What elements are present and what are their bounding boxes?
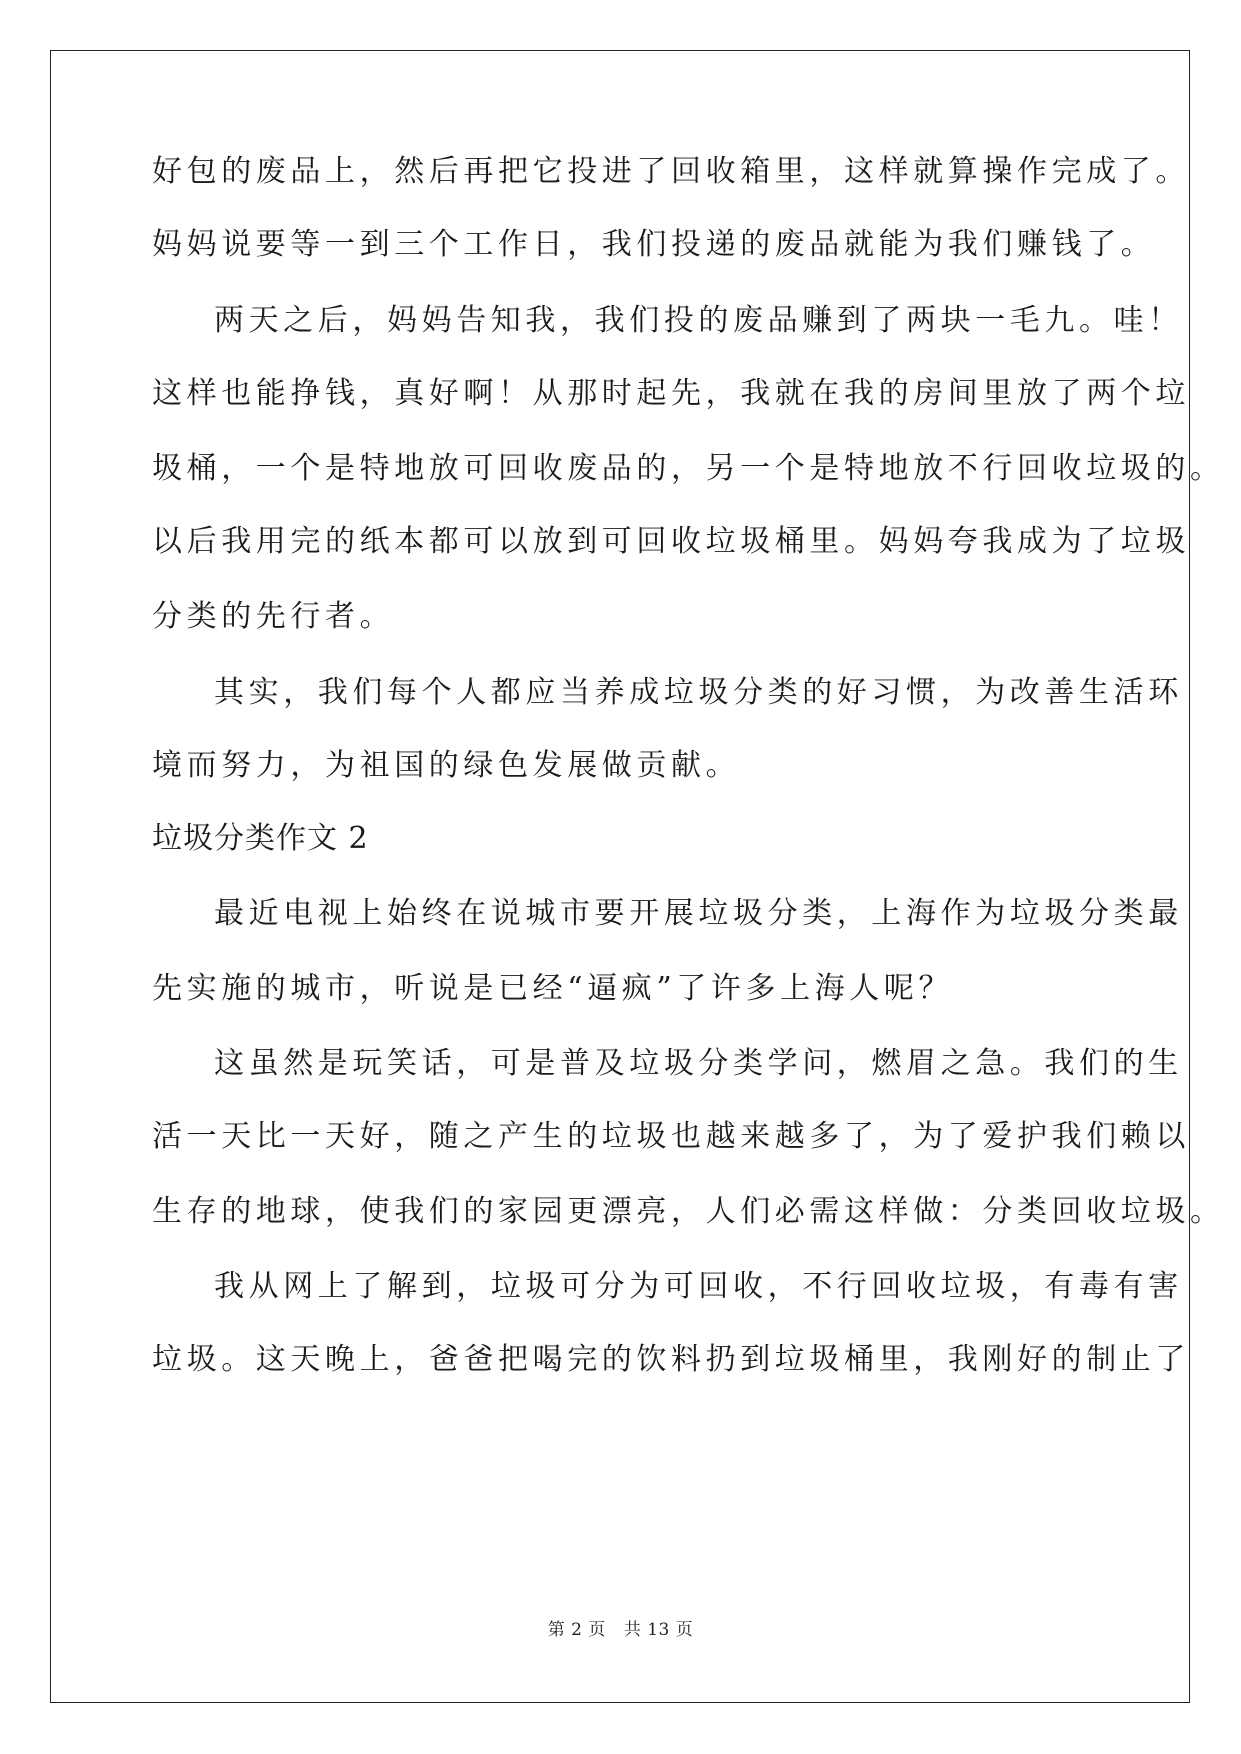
paragraph-start-line: 最近电视上始终在说城市要开展垃圾分类，上海作为垃圾分类最 [214,896,1183,931]
paragraph-start-line: 这虽然是玩笑话，可是普及垃圾分类学问，燃眉之急。我们的生 [214,1046,1183,1081]
paragraph-start-line: 我从网上了解到，垃圾可分为可回收，不行回收垃圾，有毒有害 [214,1269,1183,1304]
text-line: 分类的先行者。 [152,599,395,634]
page-footer [0,1615,1241,1640]
text-line: 垃圾。这天晚上，爸爸把喝完的饮料扔到垃圾桶里，我刚好的制止了 [152,1342,1190,1377]
section-heading: 垃圾分类作文 2 [152,821,369,856]
text-line: 好包的废品上，然后再把它投进了回收箱里，这样就算操作完成了。 [152,154,1190,189]
paragraph-start-line: 其实，我们每个人都应当养成垃圾分类的好习惯，为改善生活环 [214,675,1183,710]
text-line: 妈妈说要等一到三个工作日，我们投递的废品就能为我们赚钱了。 [152,227,1156,262]
text-line: 这样也能挣钱，真好啊！从那时起先，我就在我的房间里放了两个垃 [152,376,1190,411]
page-border [50,50,1190,1703]
text-line: 以后我用完的纸本都可以放到可回收垃圾桶里。妈妈夸我成为了垃圾 [152,524,1190,559]
paragraph-start-line: 两天之后，妈妈告知我，我们投的废品赚到了两块一毛九。哇！ [214,303,1183,338]
text-line: 生存的地球，使我们的家园更漂亮，人们必需这样做：分类回收垃圾。 [152,1194,1225,1229]
text-line: 活一天比一天好，随之产生的垃圾也越来越多了，为了爱护我们赖以 [152,1119,1190,1154]
text-line: 圾桶，一个是特地放可回收废品的，另一个是特地放不行回收垃圾的。 [152,451,1225,486]
text-line: 先实施的城市，听说是已经“逼疯”了许多上海人呢？ [152,971,954,1006]
text-line: 境而努力，为祖国的绿色发展做贡献。 [152,748,741,783]
page-number: 第 2 页 [547,1620,606,1640]
page-total: 共 13 页 [623,1620,694,1640]
